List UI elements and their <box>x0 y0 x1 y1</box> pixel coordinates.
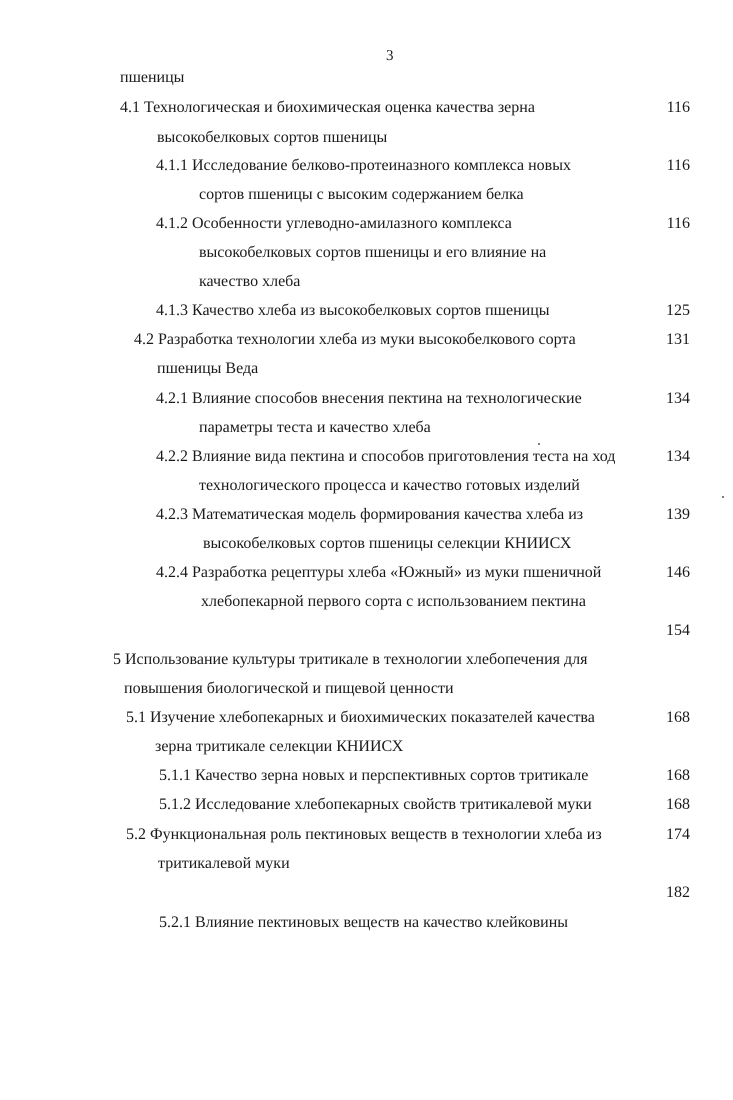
toc-carry-line: пшеницы <box>120 69 185 86</box>
toc-page-number: 134 <box>666 448 690 465</box>
toc-page-number: 146 <box>666 564 690 581</box>
toc-entry-text: 5.2.1 Влияние пектиновых веществ на качество клейковины <box>159 914 569 931</box>
toc-entry-text: 4.1.1 Исследование белково-протеиназного комплекса новых <box>156 157 571 174</box>
toc-page-number: 116 <box>666 157 690 174</box>
toc-entry-text: 4.1 Технологическая и биохимическая оценка качества зерна <box>120 99 535 116</box>
toc-entry-text: 5.1.1 Качество зерна новых и перспективных сортов тритикале <box>159 767 589 784</box>
toc-page-number: 168 <box>666 767 690 784</box>
toc-entry-text: 5.2 Функциональная роль пектиновых веществ в технологии хлеба из <box>126 826 602 843</box>
toc-entry-text: 4.1.3 Качество хлеба из высокобелковых сортов пшеницы <box>156 302 550 319</box>
toc-entry-text: хлебопекарной первого сорта с использованием пектина <box>201 593 586 610</box>
toc-entry-text: качество хлеба <box>199 273 301 290</box>
toc-page-number: 125 <box>666 302 690 319</box>
toc-page-number: 134 <box>666 390 690 407</box>
toc-entry-text: 4.1.2 Особенности углеводно-амилазного комплекса <box>156 215 512 232</box>
toc-entry-text: 5 Использование культуры тритикале в технологии хлебопечения для <box>113 651 588 668</box>
toc-page-number: 168 <box>666 796 690 813</box>
toc-entry-text: 5.1 Изучение хлебопекарных и биохимических показателей качества <box>126 709 595 726</box>
toc-entry-text: 4.2.1 Влияние способов внесения пектина на технологические <box>156 390 582 407</box>
toc-entry-text: повышения биологической и пищевой ценности <box>124 680 454 697</box>
toc-page-number: 154 <box>666 622 690 639</box>
toc-entry-text: высокобелковых сортов пшеницы селекции КНИИСХ <box>203 535 572 552</box>
scan-speck <box>722 496 724 498</box>
toc-entry-text: высокобелковых сортов пшеницы <box>157 129 388 146</box>
page-number: 3 <box>386 48 394 64</box>
toc-page-number: 174 <box>666 826 690 843</box>
toc-entry-text: высокобелковых сортов пшеницы и его влияние на <box>199 244 547 261</box>
toc-entry-text: 4.2.4 Разработка рецептуры хлеба «Южный» из муки пшеничной <box>156 564 602 581</box>
scan-speck <box>538 443 540 445</box>
toc-page-number: 116 <box>666 215 690 232</box>
toc-entry-text: 4.2.3 Математическая модель формирования качества хлеба из <box>156 506 584 523</box>
toc-entry-text: тритикалевой муки <box>158 855 290 872</box>
toc-entry-text: параметры теста и качество хлеба <box>199 419 431 436</box>
toc-entry-text: пшеницы Веда <box>157 360 259 377</box>
toc-entry-text: 5.1.2 Исследование хлебопекарных свойств тритикалевой муки <box>159 796 592 813</box>
toc-page-number: 182 <box>666 884 690 901</box>
toc-page-number: 131 <box>666 331 690 348</box>
toc-entry-text: 4.2.2 Влияние вида пектина и способов приготовления теста на ход <box>156 448 616 465</box>
toc-entry-text: зерна тритикале селекции КНИИСХ <box>155 738 404 755</box>
toc-page-number: 139 <box>666 506 690 523</box>
toc-entry-text: 4.2 Разработка технологии хлеба из муки высокобелкового сорта <box>134 331 576 348</box>
toc-entry-text: сортов пшеницы с высоким содержанием белка <box>199 186 524 203</box>
toc-entry-text: технологического процесса и качество готовых изделий <box>199 477 580 494</box>
toc-page-number: 116 <box>666 99 690 116</box>
toc-page-number: 168 <box>666 709 690 726</box>
